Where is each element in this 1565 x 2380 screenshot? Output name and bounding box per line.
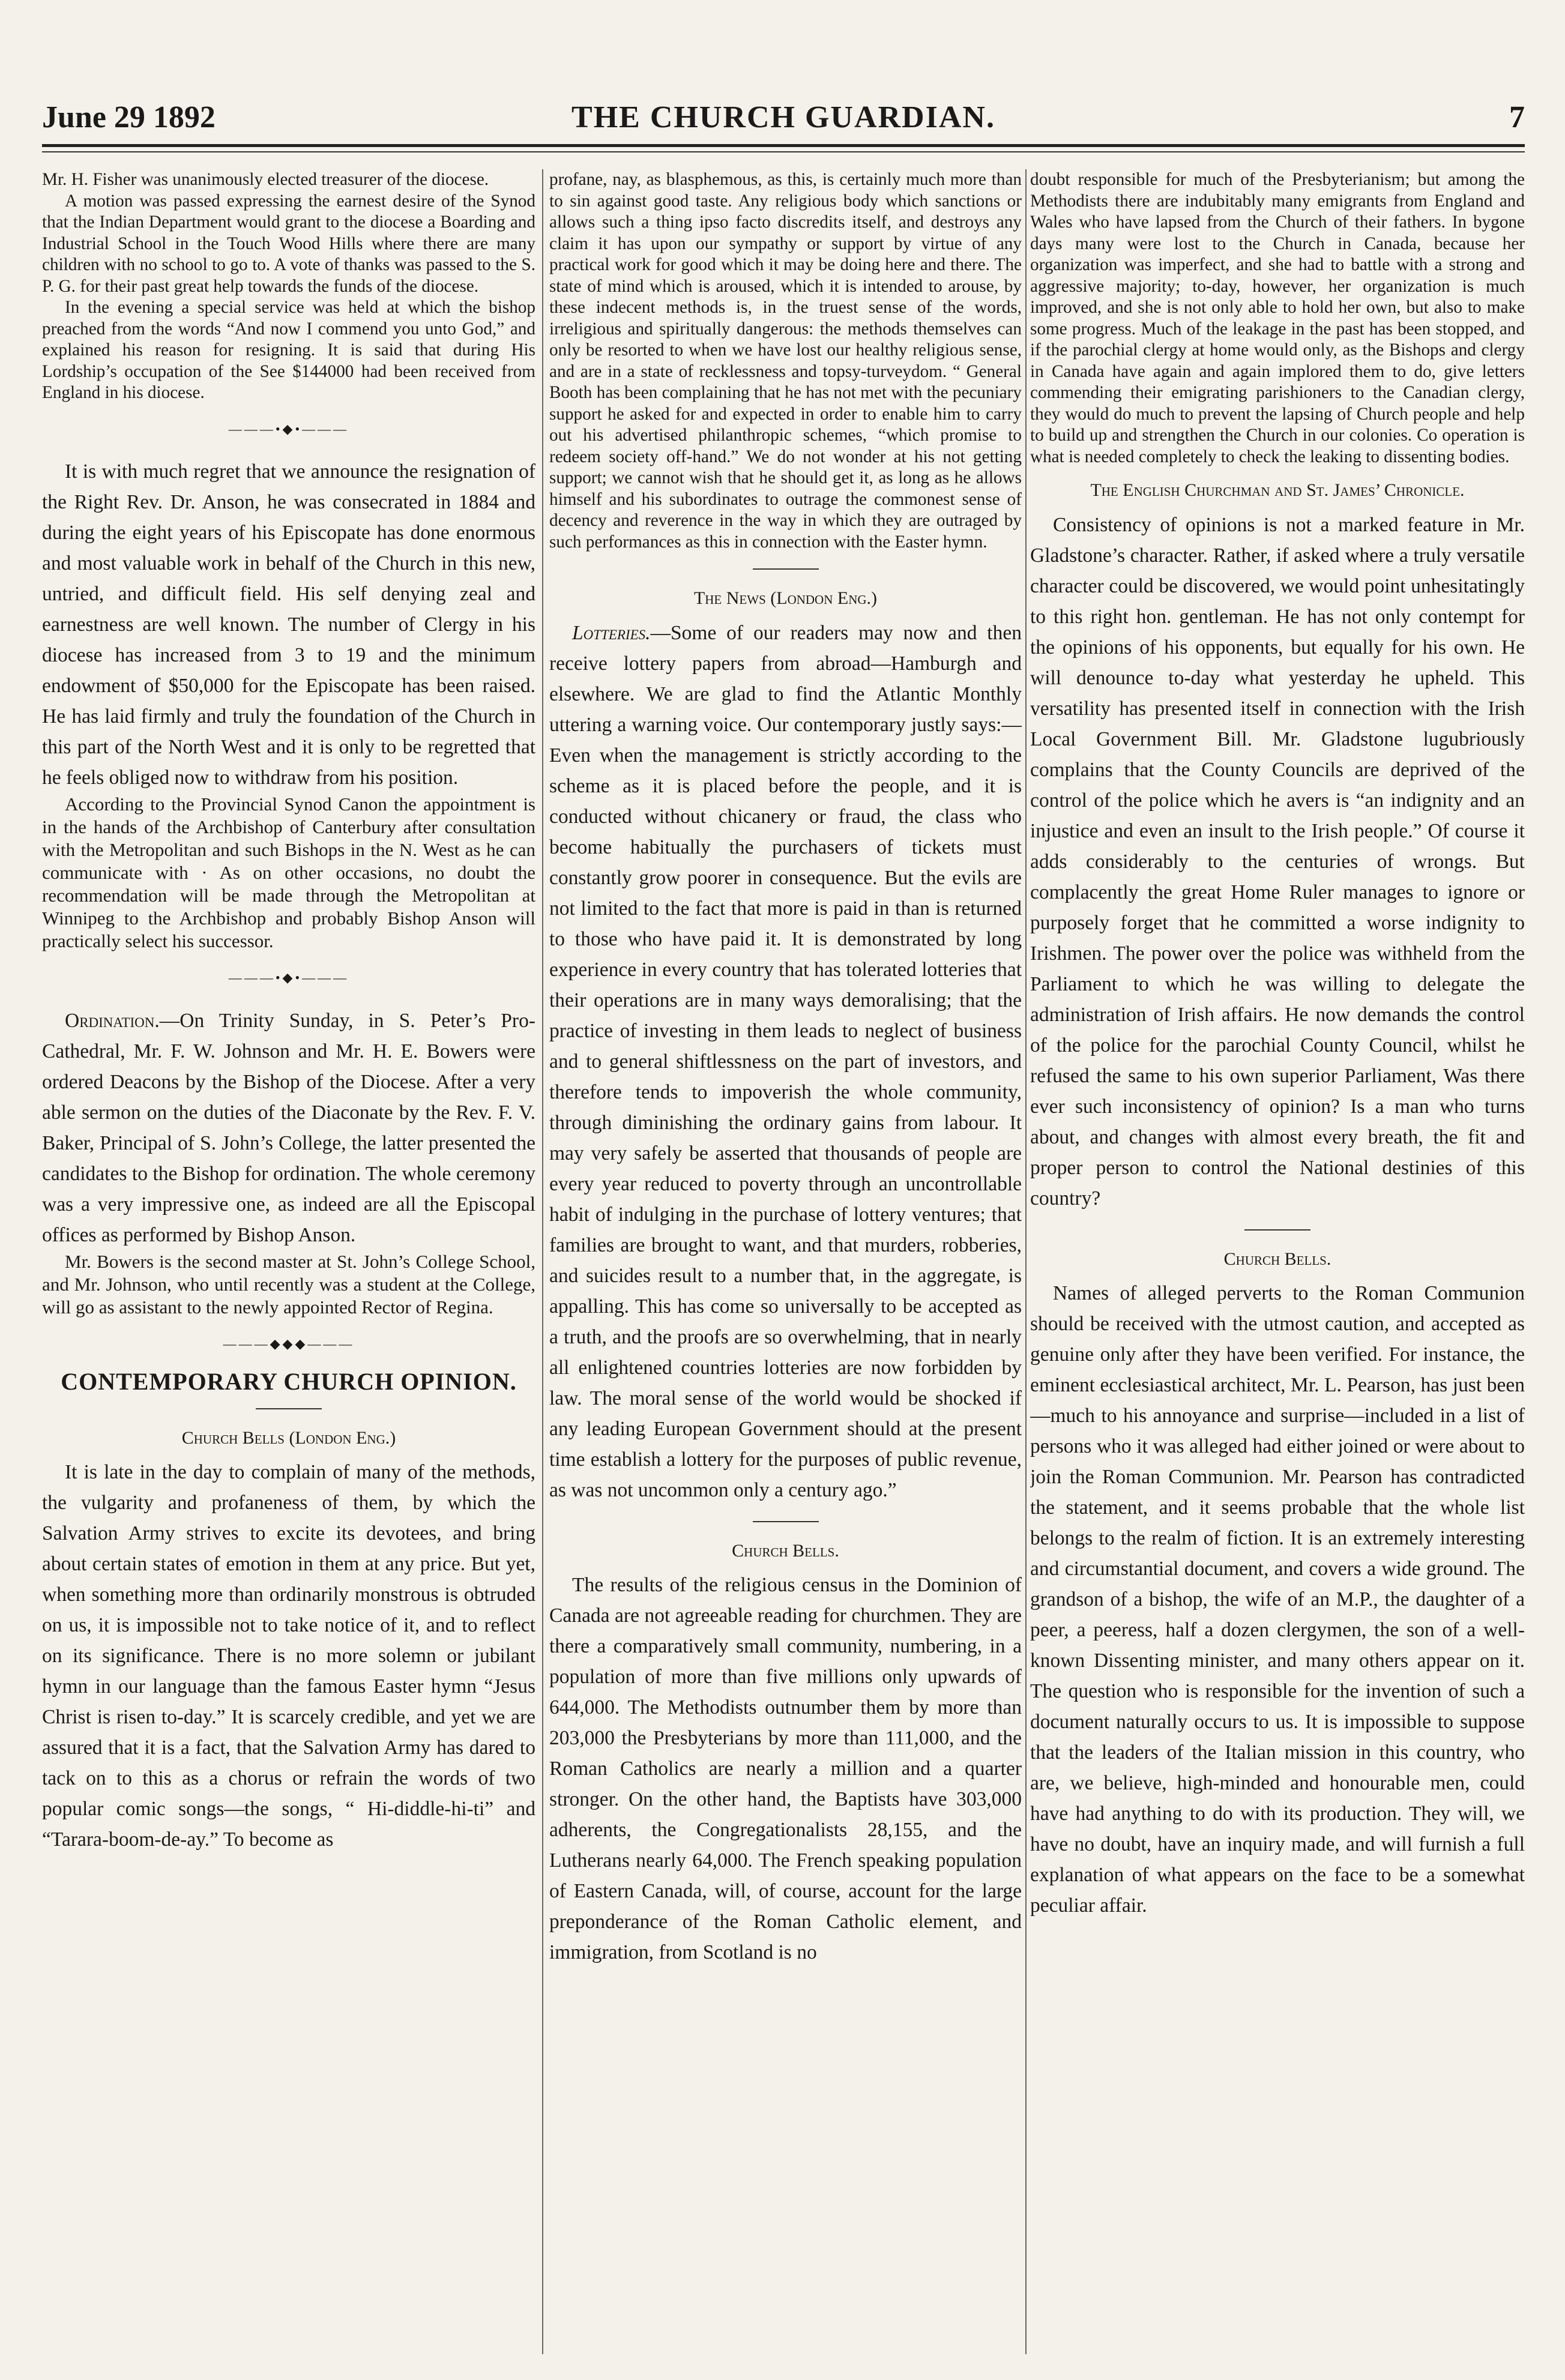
- article-paragraph: doubt responsible for much of the Presbyterianism; but among the Methodists there are indubitably many emigrants from England and Wales who have lapsed from the Church of their fathers. In bygone days many were lost to the Church in Canada, because her organization was imperfect, and she had to battle with a strong and aggressive majority; to-day, however, her organization is much improved, and she is not only able to hold her own, but also to make some progress. Much of the leakage in the past has been stopped, and if the parochial clergy at home would only, as the Bishops and clergy in Canada have again and again implored them to do, give letters commending their emigrating parishioners to the Canadian clergy, they would do much to prevent the lapsing of Church people and help to build up and strengthen the Church in our colonies. Co operation is what is needed completely to check the leaking to dissenting bodies.: [1030, 170, 1525, 466]
- article-paragraph: According to the Provincial Synod Canon the appointment is in the hands of the Archbishop of Canterbury after consultation with the Metropolitan and such Bishops in the N. West as he can communicate with · As on other occasions, no doubt the recommendation will be made through the Metropolitan at Winnipeg to the Archbishop and probably Bishop Anson will practically select his successor.: [42, 794, 535, 951]
- short-rule: [753, 568, 819, 570]
- masthead-rule: [42, 144, 1525, 147]
- article-paragraph: Mr. Bowers is the second master at St. John’s College School, and Mr. Johnson, who until recently was a student at the College, will go as assistant to the newly appointed Rector of Regina.: [42, 1250, 535, 1318]
- article-paragraph: profane, nay, as blasphemous, as this, is certainly much more than to sin against good taste. Any religious body which sanctions or allows such a thing ipso facto discredits itself, and destroys any claim it has upon our sympathy or support by virtue of any practical work for good which it may be doing here and there. The state of mind which is aroused, which it is intended to arouse, by these indecent methods is, in the truest sense of the words, irreligious and spiritually dangerous: the methods themselves can only be resorted to when we have lost our healthy religious sense, and are in a state of recklessness and topsy-turveydom. “ General Booth has been complaining that he has not met with the pecuniary support he asked for and expected in order to enable him to carry out his advertised philanthropic schemes, “which promise to redeem society off-hand.” We do not wonder at his not getting support; we cannot wish that he should get it, as long as he allows himself and his subordinates to outrage the commonest sense of decency and reverence in the way in which they are outraged by such performances as this in connection with the Easter hymn.: [549, 170, 1022, 552]
- article-paragraph: It is with much regret that we announce the resignation of the Right Rev. Dr. Anson, he was consecrated in 1884 and during the eight years of his Episcopate has done enormous and most valuable work in behalf of the Church in this new, untried, and difficult field. His self denying zeal and earnestness are well known. The number of Clergy in his diocese has increased from 3 to 19 and the minimum endowment of $50,000 for the Episcopate has been raised. He has laid firmly and truly the foundation of the Church in this part of the North West and it is only to be regretted that he feels obliged now to withdraw from his position.: [42, 460, 535, 789]
- section-ornament: ———•◆•———: [228, 421, 349, 436]
- section-ornament: ———•◆•———: [228, 970, 349, 985]
- article-paragraph: It is late in the day to complain of many of the methods, the vulgarity and profaneness of them, by which the Salvation Army strives to excite its devotees, and bring about certain states of emotion in them at any price. But yet, when something more than ordinarily monstrous is obtruded on us, it is impossible not to take notice of it, and to reflect on its significance. There is no more solemn or jubilant hymn in our language than the famous Easter hymn “Jesus Christ is risen to-day.” It is scarcely credible, and yet we are assured that it is a fact, that the Salvation Army has dared to tack on to this as a chorus or refrain the words of two popular comic songs—the songs, “ Hi-diddle-hi-ti” and “Tarara-boom-de-ay.” To become as: [42, 1461, 535, 1851]
- source-heading: Church Bells (London Eng.): [181, 1427, 396, 1448]
- section-heading: CONTEMPORARY CHURCH OPINION.: [61, 1368, 517, 1395]
- source-heading: The English Churchman and St. James’ Chronicle.: [1090, 480, 1465, 500]
- short-rule: [753, 1521, 819, 1522]
- masthead: [42, 90, 1525, 138]
- section-lead: Lotteries.: [572, 621, 651, 644]
- source-heading: Church Bells.: [732, 1540, 839, 1561]
- issue-date: June 29 1892: [42, 100, 216, 134]
- article-paragraph: The results of the religious census in the Dominion of Canada are not agreeable reading for churchmen. They are there a comparatively small community, numbering, in a population of more than five millions only upwards of 644,000. The Methodists outnumber them by more than 203,000 the Presbyterians by more than 111,000, and the Roman Catholics are nearly a million and a quarter stronger. On the other hand, the Baptists have 303,000 adherents, the Congregationalists 28,155, and the Lutherans nearly 64,000. The French speaking population of Eastern Canada, will, of course, account for the large preponderance of the Roman Catholic element, and immigration, from Scotland is no: [549, 1574, 1022, 1963]
- short-rule: [1244, 1229, 1310, 1231]
- masthead-rule-thin: [42, 151, 1525, 152]
- section-lead: Ordination.: [65, 1009, 160, 1032]
- article-paragraph: In the evening a special service was held at which the bishop preached from the words “And now I commend you unto God,” and explained his reason for resigning. It is said that during His Lordship’s occupation of the See $144000 had been received from England in his diocese.: [42, 298, 535, 402]
- short-rule: [256, 1408, 322, 1409]
- source-heading: The News (London Eng.): [693, 588, 878, 608]
- article-paragraph: —Some of our readers may now and then receive lottery papers from abroad—Hamburgh and elsewhere. We are glad to find the Atlantic Monthly uttering a warning voice. Our contemporary justly says:—Even when the management is strictly according to the scheme as it is placed before the people, and it is conducted without chicanery or fraud, the class who become habitually the purchasers of tickets must constantly grow poorer in consequence. But the evils are not limited to the fact that more is paid in than is returned to those who have paid it. It is demonstrated by long experience in every country that has tolerated lotteries that their operations are in many ways demoralising; that the practice of investing in them leads to neglect of business and to general shiftlessness on the part of investors, and therefore tends to impoverish the whole community, through diminishing the ordinary gains from labour. It may very safely be asserted that thousands of people are every year reduced to poverty through an uncontrollable habit of indulging in the purchase of lottery ventures; that families are brought to want, and that murders, robberies, and suicides result to a number that, in the aggregate, is appalling. This has come so universally to be accepted as a truth, and the proofs are so overwhelming, that in nearly all enlightened countries lotteries are now forbidden by law. The moral sense of the world would be shocked if any leading European Government should at the present time establish a lottery for the purposes of public revenue, as was not uncommon only a century ago.”: [549, 621, 1022, 1501]
- column-divider: [542, 169, 543, 2354]
- column-1: [42, 169, 535, 2360]
- page-number: 7: [1509, 100, 1525, 134]
- newspaper-title: THE CHURCH GUARDIAN.: [571, 100, 995, 134]
- column-divider: [1025, 169, 1027, 2354]
- column-2: [549, 169, 1022, 2360]
- article-paragraph: Consistency of opinions is not a marked feature in Mr. Gladstone’s character. Rather, if asked where a truly versatile character could be discovered, we would point unhesitatingly to this right hon. gentleman. He has not only contempt for the opinions of his opponents, but equally for his own. He will denounce to-day what yesterday he upheld. This versatility has presented itself in connection with the Irish Local Government Bill. Mr. Gladstone lugubriously complains that the County Councils are deprived of the control of the police which he avers is “an indignity and an injustice and even an insult to the Irish people.” Of course it adds considerably to the centuries of wrongs. But complacently the great Home Ruler manages to ignore or purposely forget that he committed a worse indignity to Irishmen. The power over the police was withheld from the Parliament to which he was willing to delegate the administration of Irish affairs. He now demands the control of the police for the parochial County Council, whilst he refused the same to his own superior Parliament, Was there ever such inconsistency of opinion? Is a man who turns about, and changes with almost every breath, the fit and proper person to control the National destinies of this country?: [1030, 513, 1525, 1210]
- article-paragraph: Names of alleged perverts to the Roman Communion should be received with the utmost caution, and accepted as genuine only after they have been verified. For instance, the eminent ecclesiastical architect, Mr. L. Pearson, has just been—much to his annoyance and surprise—included in a list of persons who it was alleged had either joined or were about to join the Roman Communion. Mr. Pearson has contradicted the statement, and it seems probable that the whole list belongs to the realm of fiction. It is an extremely interesting and circumstantial document, and covers a wide ground. The grandson of a bishop, the wife of an M.P., the daughter of a peer, a peeress, half a dozen clergymen, the son of a well-known Dissenting minister, and many others appear on it. The question who is responsible for the invention of such a document naturally occurs to us. It is impossible to suppose that the leaders of the Italian mission in this country, who are, we believe, high-minded and honourable men, could have had anything to do with its production. They will, we have no doubt, have an inquiry made, and will furnish a full explanation of what appears on the face to be a somewhat peculiar affair.: [1030, 1282, 1525, 1917]
- article-paragraph: A motion was passed expressing the earnest desire of the Synod that the Indian Department would grant to the diocese a Boarding and Industrial School in the Touch Wood Hills where there are many children with no school to go to. A vote of thanks was passed to the S. P. G. for their past great help towards the funds of the diocese.: [42, 191, 535, 296]
- column-3: [1030, 169, 1525, 2360]
- section-ornament: ———◆◆◆———: [223, 1336, 355, 1351]
- article-paragraph: —On Trinity Sunday, in S. Peter’s Pro-Cathedral, Mr. F. W. Johnson and Mr. H. E. Bowers were ordered Deacons by the Bishop of the Diocese. After a very able sermon on the duties of the Diaconate by the Rev. F. V. Baker, Principal of S. John’s College, the latter presented the candidates to the Bishop for ordination. The whole ceremony was a very impressive one, as indeed are all the Episcopal offices as performed by Bishop Anson.: [42, 1009, 535, 1246]
- article-paragraph: Mr. H. Fisher was unanimously elected treasurer of the diocese.: [42, 170, 489, 189]
- source-heading: Church Bells.: [1223, 1249, 1331, 1269]
